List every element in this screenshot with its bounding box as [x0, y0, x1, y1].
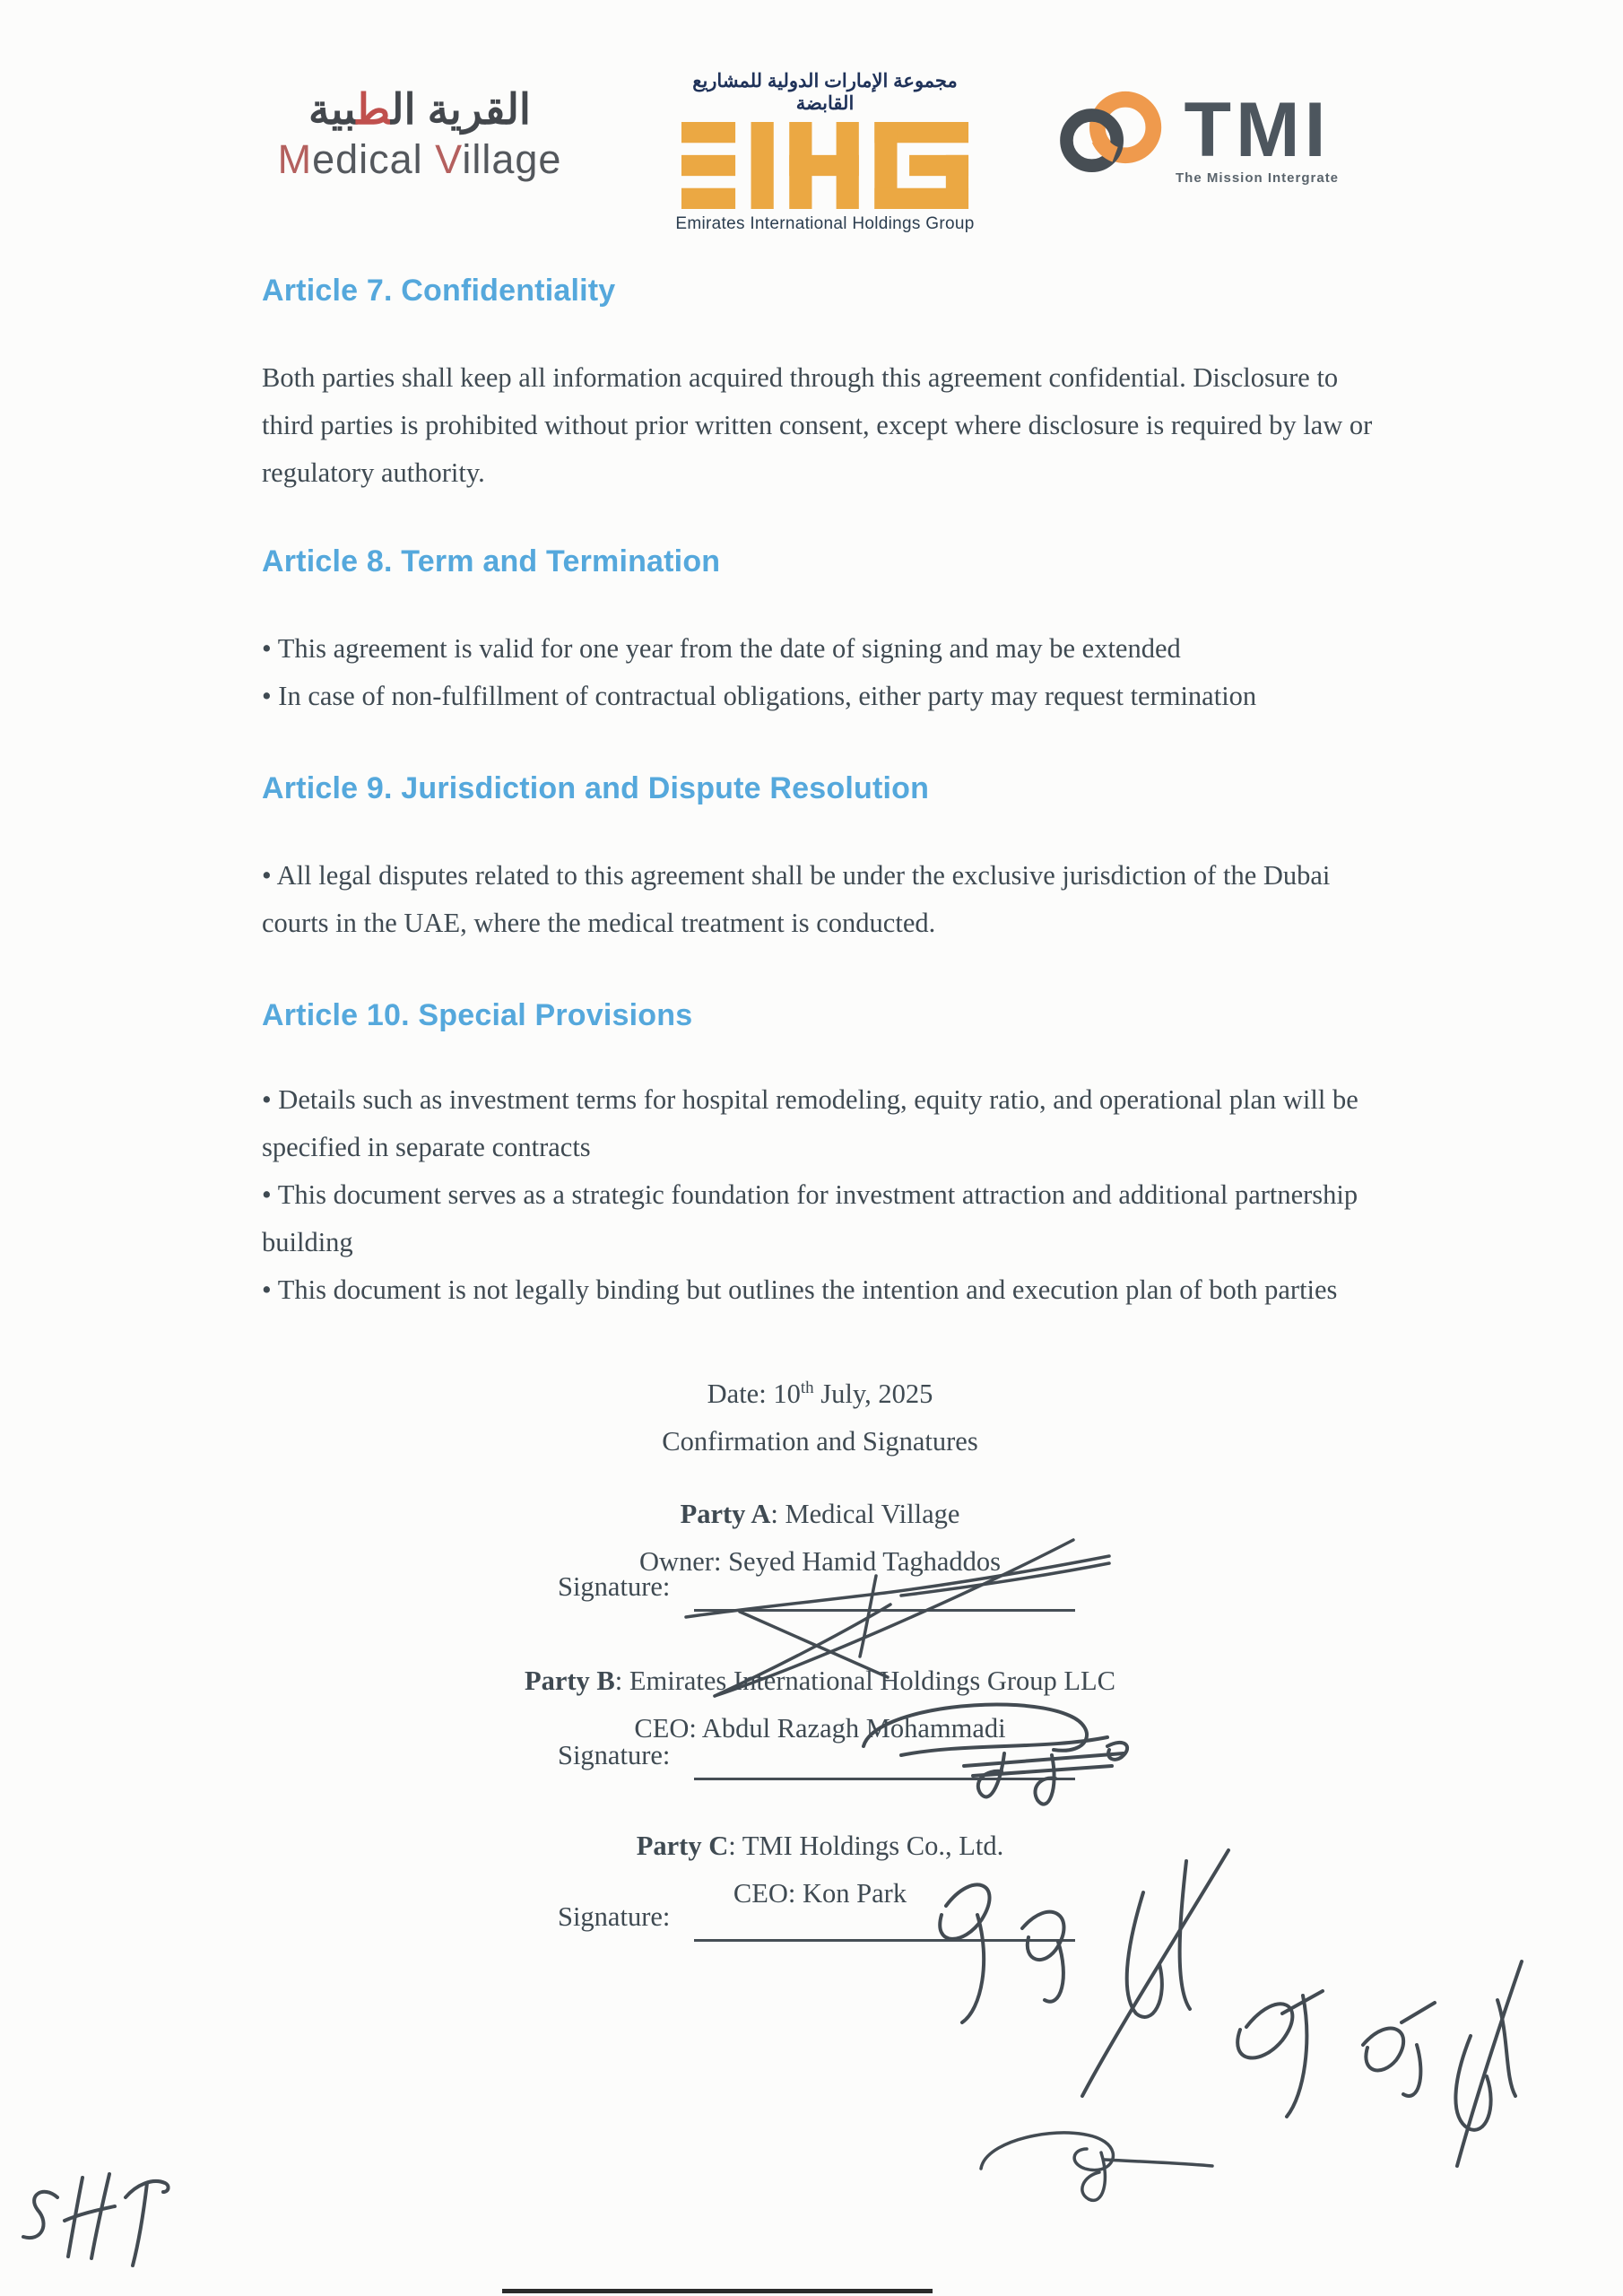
- party-a-name: Party A: Medical Village: [680, 1499, 960, 1529]
- pen-flourish: [968, 2117, 1228, 2215]
- article-10-title: Article 10. Special Provisions: [262, 998, 693, 1032]
- party-c-signature-label: Signature:: [558, 1901, 671, 1932]
- article-7-body: [262, 354, 1381, 497]
- tmi-logo: [1056, 83, 1433, 195]
- bullet-item: • All legal disputes related to this agreement shall be under the exclusive jurisdiction of the Dubai courts in the UAE, where the medical treatment is conducted.: [262, 860, 1331, 938]
- bullet-item: • This agreement is valid for one year from the date of signing and may be extended: [262, 633, 1181, 664]
- party-b-signature: [838, 1691, 1206, 1825]
- article-8-body: [262, 625, 1381, 720]
- scan-artifact-line: [502, 2289, 933, 2293]
- medical-village-arabic-name: القرية ال‍‍ط‍‍بية: [308, 85, 531, 133]
- tmi-wordmark: TMI: [1184, 87, 1331, 173]
- tmi-rings-icon: [1056, 83, 1168, 195]
- article-9-title: Article 9. Jurisdiction and Dispute Resolution: [262, 771, 930, 805]
- article-10-heading-block: [262, 998, 1381, 1033]
- article-10-body: [262, 1076, 1381, 1314]
- eihg-arabic-caption: مجموعة الإمارات الدولية للمشاريع القابضة: [692, 71, 958, 114]
- medical-village-logo: [249, 86, 590, 183]
- eihg-logo: [665, 70, 985, 234]
- article-7-title: Article 7. Confidentiality: [262, 274, 616, 308]
- bullet-item: • In case of non-fulfillment of contractual obligations, either party may request termination: [262, 681, 1257, 711]
- party-b-name: Party B: Emirates International Holdings Group LLC: [524, 1665, 1115, 1696]
- party-b-role: CEO: Abdul Razagh Mohammadi: [634, 1713, 1006, 1744]
- article-9-body: [262, 852, 1381, 947]
- medical-village-english-name: Medical Village: [277, 135, 562, 182]
- party-b-signature-row: [262, 1740, 1378, 1787]
- article-7-paragraph: Both parties shall keep all information acquired through this agreement confidential. Disclosure to third parties is prohibited without prior written consent, except where disclosure is required by law or regulatory authority.: [262, 362, 1373, 488]
- bullet-item: • This document is not legally binding but outlines the intention and execution plan of both parties: [262, 1274, 1338, 1305]
- article-8-title: Article 8. Term and Termination: [262, 544, 721, 578]
- article-8-heading-block: [262, 544, 1381, 579]
- party-a-role: Owner: Seyed Hamid Taghaddos: [638, 1546, 1002, 1577]
- eihg-english-caption: Emirates International Holdings Group: [675, 214, 975, 233]
- party-b-signature-label: Signature:: [558, 1740, 671, 1770]
- confirmation-title: Confirmation and Signatures: [662, 1426, 978, 1457]
- party-c-role: CEO: Kon Park: [733, 1878, 907, 1909]
- article-9-heading-block: [262, 771, 1381, 806]
- sht-initials-signature: [11, 2151, 181, 2292]
- bullet-item: • This document serves as a strategic foundation for investment attraction and additional partnership building: [262, 1179, 1358, 1257]
- date-and-confirmation: [262, 1370, 1378, 1465]
- tmi-tagline: The Mission Intergrate: [1176, 170, 1340, 186]
- party-c-name: Party C: TMI Holdings Co., Ltd.: [636, 1831, 1004, 1861]
- bullet-item: • Details such as investment terms for hospital remodeling, equity ratio, and operational plan will be specified in separate contracts: [262, 1084, 1358, 1162]
- date-line: Date: 10th July, 2025: [707, 1378, 933, 1409]
- article-7-heading-block: [262, 274, 1381, 309]
- eihg-letters-icon: [677, 122, 973, 209]
- party-a-signature-label: Signature:: [558, 1571, 671, 1602]
- party-b-block: [262, 1657, 1378, 1752]
